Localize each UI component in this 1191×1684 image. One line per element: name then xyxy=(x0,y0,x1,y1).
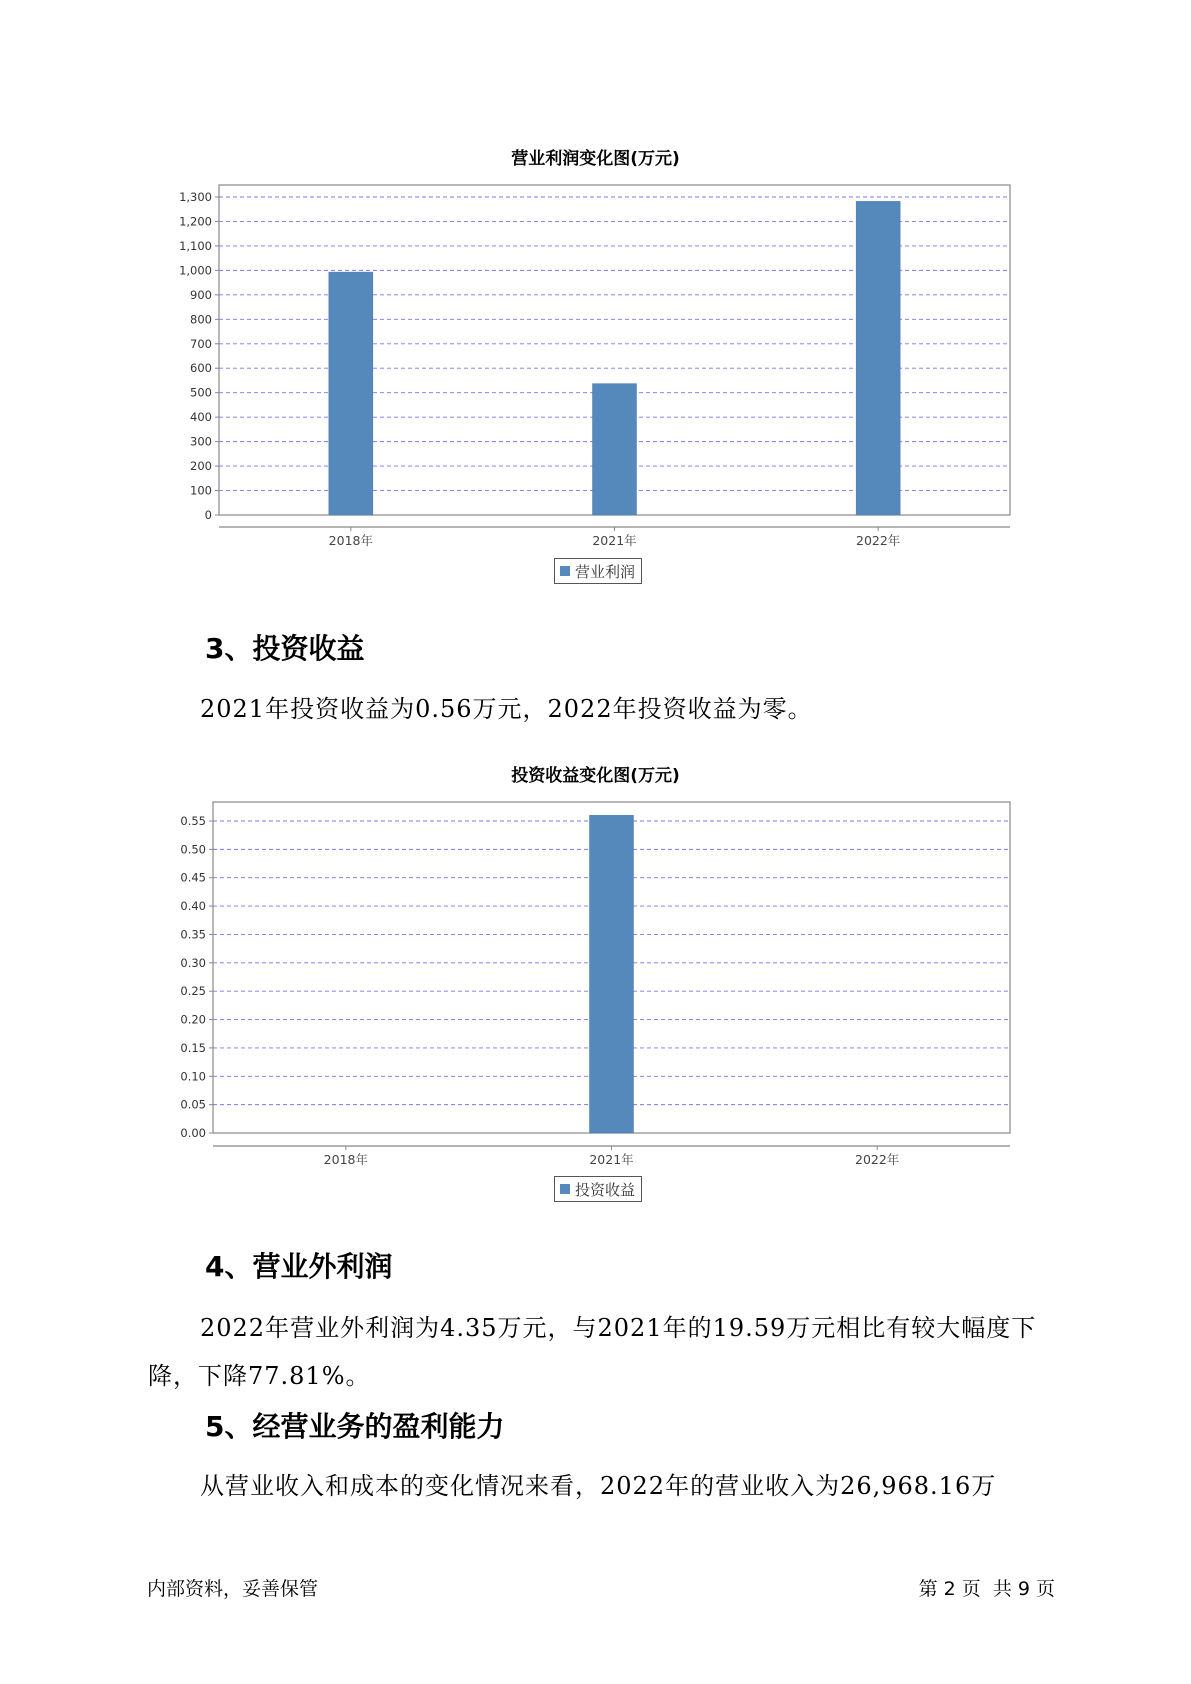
y-tick-label: 500 xyxy=(190,385,212,400)
y-tick-label: 0 xyxy=(204,508,212,522)
section-text-investment-income: 2021年投资收益为0.56万元，2022年投资收益为零。 xyxy=(200,695,813,723)
y-tick-label: 0.35 xyxy=(180,927,206,942)
y-tick-label: 0.40 xyxy=(180,899,206,914)
y-tick-label: 800 xyxy=(190,312,212,327)
y-tick-label: 0.55 xyxy=(180,814,206,828)
y-tick-label: 1,200 xyxy=(179,214,212,229)
chart1-legend xyxy=(554,558,642,584)
legend-swatch xyxy=(560,566,570,576)
y-tick-label: 0.45 xyxy=(180,870,206,885)
x-tick-label: 2021年 xyxy=(589,1152,634,1167)
footer-page-number: 第 2 页 共 9 页 xyxy=(918,1578,1055,1600)
y-tick-label: 300 xyxy=(190,434,212,449)
y-tick-label: 0.15 xyxy=(180,1040,206,1055)
y-tick-label: 0.05 xyxy=(180,1097,206,1112)
y-tick-label: 400 xyxy=(190,410,212,425)
y-tick-label: 1,100 xyxy=(179,238,212,253)
y-tick-label: 1,000 xyxy=(179,263,212,278)
bar-2018年 xyxy=(329,272,373,515)
section-heading-profitability: 5、经营业务的盈利能力 xyxy=(205,1410,505,1443)
section-heading-investment-income: 3、投资收益 xyxy=(205,632,365,665)
y-tick-label: 900 xyxy=(190,287,212,302)
y-tick-label: 200 xyxy=(190,459,212,474)
x-tick-label: 2022年 xyxy=(856,533,901,548)
y-tick-label: 0.00 xyxy=(180,1126,206,1140)
x-tick-label: 2022年 xyxy=(855,1152,900,1167)
section-text-profitability: 从营业收入和成本的变化情况来看，2022年的营业收入为26,968.16万 xyxy=(200,1472,997,1500)
chart2-legend-label: 投资收益 xyxy=(575,1180,636,1199)
y-tick-label: 0.20 xyxy=(180,1012,206,1027)
y-tick-label: 0.50 xyxy=(180,842,206,857)
x-tick-label: 2018年 xyxy=(323,1152,368,1167)
y-tick-label: 0.10 xyxy=(180,1069,206,1084)
y-tick-label: 100 xyxy=(190,483,212,498)
operating-profit-chart xyxy=(0,170,1191,550)
x-tick-label: 2018年 xyxy=(328,533,373,548)
y-tick-label: 1,300 xyxy=(179,190,212,204)
y-tick-label: 700 xyxy=(190,336,212,351)
section-text-non-operating-profit: 2022年营业外利润为4.35万元，与2021年的19.59万元相比有较大幅度下降，下降77.81%。 xyxy=(148,1314,1037,1390)
section-heading-non-operating-profit: 4、营业外利润 xyxy=(205,1250,393,1283)
bar-2021年 xyxy=(590,815,634,1133)
chart1-title: 营业利润变化图(万元) xyxy=(511,149,680,169)
bar-2022年 xyxy=(856,201,900,515)
chart2-title: 投资收益变化图(万元) xyxy=(511,766,680,786)
y-tick-label: 0.25 xyxy=(180,984,206,999)
chart2-legend xyxy=(554,1176,642,1202)
y-tick-label: 0.30 xyxy=(180,955,206,970)
x-tick-label: 2021年 xyxy=(592,533,637,548)
legend-swatch xyxy=(560,1184,570,1194)
bar-2021年 xyxy=(593,384,637,515)
footer-confidential-note: 内部资料，妥善保管 xyxy=(147,1578,319,1600)
y-tick-label: 600 xyxy=(190,361,212,376)
chart1-legend-label: 营业利润 xyxy=(575,562,636,581)
investment-income-chart xyxy=(0,790,1191,1170)
